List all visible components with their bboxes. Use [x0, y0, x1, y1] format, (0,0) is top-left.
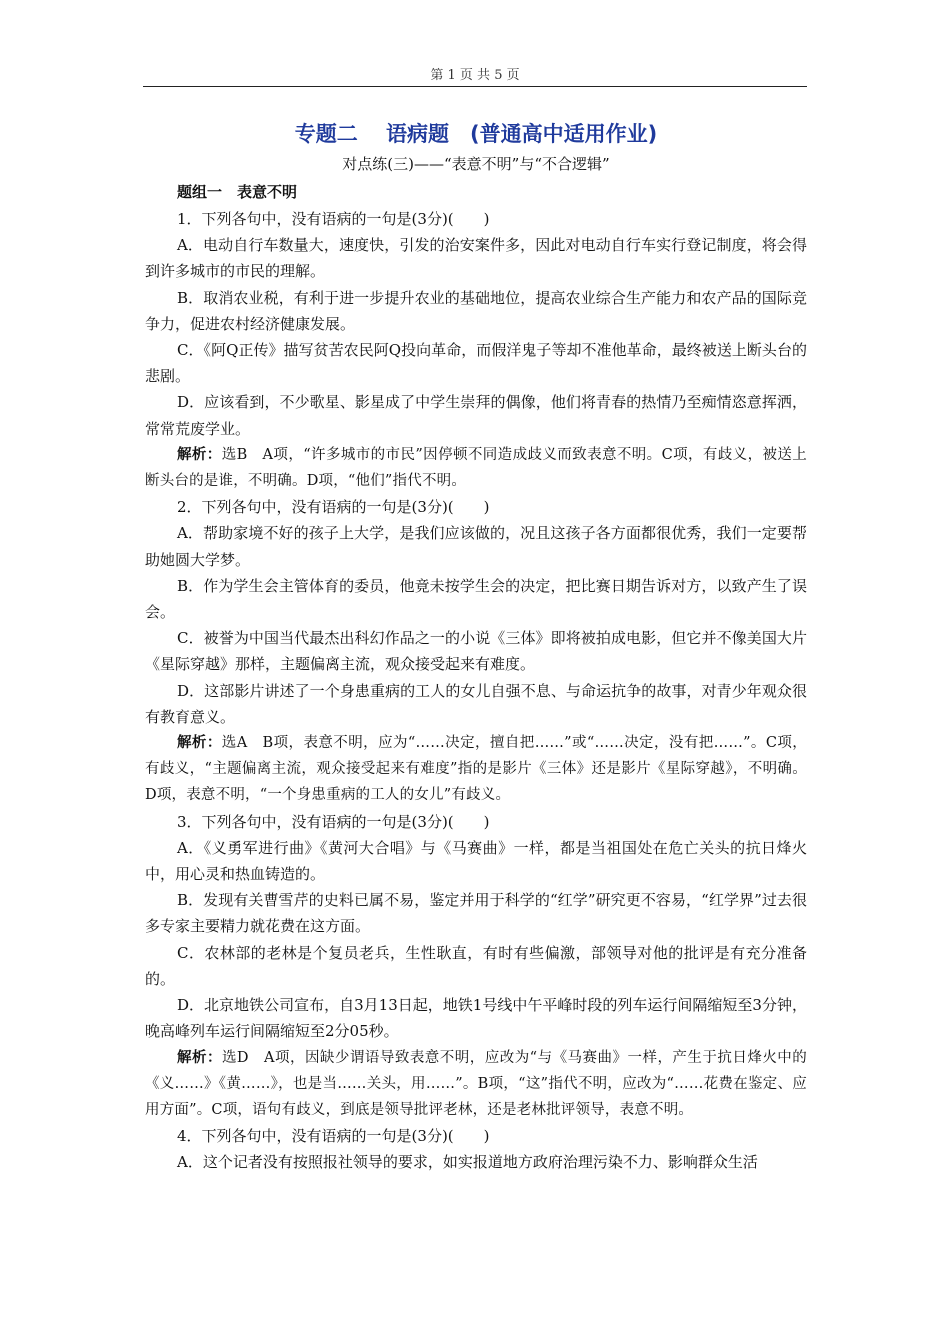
question-1-analysis: [145, 442, 807, 494]
document-title: 专题二 语病题 (普通高中适用作业): [294, 122, 658, 146]
header-rule: [143, 86, 807, 87]
question-1-option-d: D．应该看到，不少歌星、影星成了中学生崇拜的偶像，他们将青春的热情乃至痴情恣意挥洒，常常荒废学业。: [145, 393, 807, 438]
question-1-option-c: C．《阿Q正传》描写贫苦农民阿Q投向革命，而假洋鬼子等却不准他革命，最终被送上断头台的悲剧。: [145, 341, 807, 386]
analysis-text: 选B A项，“许多城市的市民”因停顿不同造成歧义而致表意不明。C项，有歧义，被送上断头台的是谁，不明确。D项，“他们”指代不明。: [145, 446, 807, 490]
document-body: [145, 118, 807, 1176]
question-1-option-a: A．电动自行车数量大，速度快，引发的治安案件多，因此对电动自行车实行登记制度，将会得到许多城市的市民的理解。: [145, 236, 807, 281]
question-2-option-a: A．帮助家境不好的孩子上大学，是我们应该做的，况且这孩子各方面都很优秀，我们一定要帮助她圆大学梦。: [145, 524, 807, 569]
question-2-option-d: D．这部影片讲述了一个身患重病的工人的女儿自强不息、与命运抗争的故事，对青少年观众很有教育意义。: [145, 681, 807, 726]
question-2-stem: 2．下列各句中，没有语病的一句是(3分)( ): [177, 498, 490, 517]
page-indicator: 第 1 页 共 5 页: [430, 68, 520, 83]
question-3-option-b: B．发现有关曹雪芹的史料已属不易，鉴定并用于科学的“红学”研究更不容易，“红学界”过去很多专家主要精力就花费在这方面。: [145, 891, 807, 936]
question-3-option-a: A．《义勇军进行曲》《黄河大合唱》与《马赛曲》一样，都是当祖国处在危亡关头的抗日烽火中，用心灵和热血铸造的。: [145, 838, 807, 884]
question-3-option-c: C．农林部的老林是个复员老兵，生性耿直，有时有些偏激，部领导对他的批评是有充分准备的。: [145, 943, 807, 988]
question-3-analysis: [145, 1045, 807, 1124]
question-4-stem: 4．下列各句中，没有语病的一句是(3分)( ): [177, 1127, 490, 1146]
analysis-label: 解析：: [177, 1048, 222, 1066]
question-2-option-c: C．被誉为中国当代最杰出科幻作品之一的小说《三体》即将被拍成电影，但它并不像美国大片《星际穿越》那样，主题偏离主流，观众接受起来有难度。: [145, 629, 807, 674]
group-title: 题组一 表意不明: [177, 183, 298, 201]
question-1-option-b: B．取消农业税，有利于进一步提升农业的基础地位，提高农业综合生产能力和农产品的国际竞争力，促进农村经济健康发展。: [145, 288, 807, 333]
question-4-option-a: A．这个记者没有按照报社领导的要求，如实报道地方政府治理污染不力、影响群众生活: [177, 1153, 758, 1172]
question-2-analysis: [145, 730, 807, 809]
question-2-option-b: B．作为学生会主管体育的委员，他竟未按学生会的决定，把比赛日期告诉对方，以致产生了误会。: [145, 576, 807, 622]
question-3-option-d: D．北京地铁公司宣布，自3月13日起，地铁1号线中午平峰时段的列车运行间隔缩短至3分钟，晚高峰列车运行间隔缩短至2分05秒。: [145, 996, 807, 1041]
analysis-text: 选D A项，因缺少谓语导致表意不明，应改为“与《马赛曲》一样，产生于抗日烽火中的《义……》《黄……》，也是当……关头，用……”。B项，“这”指代不明，应改为“……花费在鉴定、应用方面”。C项，语句有歧义，到底是领导批评老林，还是老林批评领导，表意不明。: [145, 1049, 807, 1118]
analysis-label: 解析：: [177, 445, 222, 463]
analysis-text: 选A B项，表意不明，应为“……决定，擅自把……”或“……决定，没有把……”。C项，有歧义，“主题偏离主流，观众接受起来有难度”指的是影片《三体》还是影片《星际穿越》，不明确。D项，表意不明，“一个身患重病的工人的女儿”有歧义。: [145, 735, 807, 804]
question-3-stem: 3．下列各句中，没有语病的一句是(3分)( ): [177, 812, 490, 831]
document-subtitle: 对点练(三)——“表意不明”与“不合逻辑”: [342, 155, 610, 173]
analysis-label: 解析：: [177, 734, 222, 752]
question-1-stem: 1．下列各句中，没有语病的一句是(3分)( ): [177, 210, 490, 228]
